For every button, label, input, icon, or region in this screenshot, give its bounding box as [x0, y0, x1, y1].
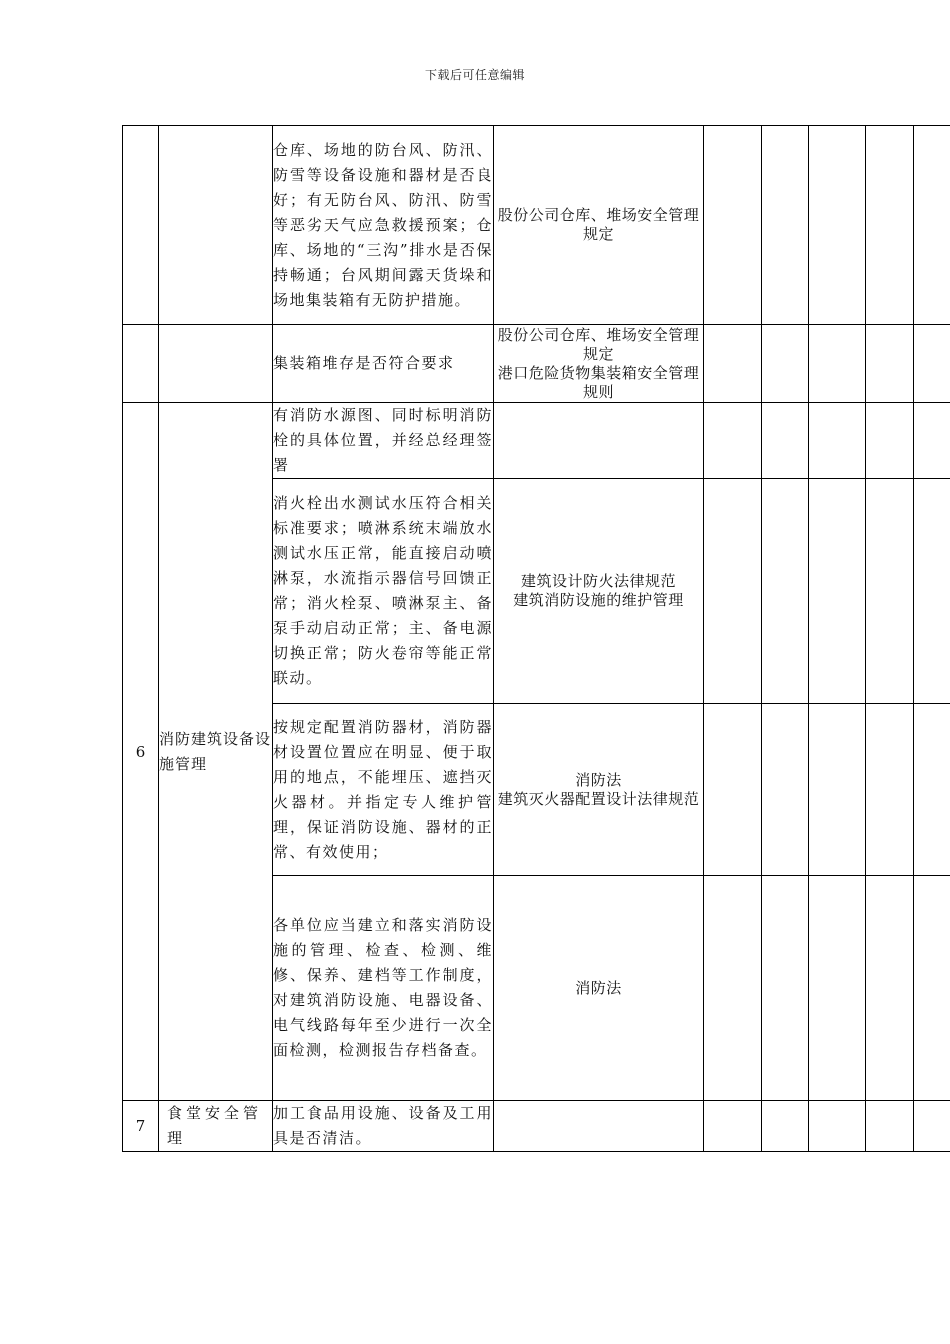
check-cell	[704, 876, 762, 1101]
content-cell: 按规定配置消防器材，消防器材设置位置应在明显、便于取用的地点，不能埋压、遮挡灭火器材。并指定专人维护管理，保证消防设施、器材的正常、有效使用；	[273, 704, 494, 876]
check-cell	[914, 704, 950, 876]
row-number-cell: 6	[123, 403, 159, 1101]
check-cell	[866, 704, 914, 876]
row-number-cell: 7	[123, 1101, 159, 1152]
check-cell	[914, 403, 950, 479]
basis-cell	[494, 325, 704, 403]
check-cell	[704, 704, 762, 876]
basis-line: 股份公司仓库、堆场安全管理规定	[497, 206, 700, 243]
check-cell	[809, 403, 866, 479]
content-cell: 消火栓出水测试水压符合相关标准要求；喷淋系统末端放水测试水压正常，能直接启动喷淋泵，水流指示器信号回馈正常；消火栓泵、喷淋泵主、备泵手动启动正常；主、备电源切换正常；防火卷帘等能正常联动。	[273, 479, 494, 704]
check-cell	[866, 325, 914, 403]
check-cell	[914, 1101, 950, 1152]
basis-cell	[494, 704, 704, 876]
item-cell	[159, 126, 273, 325]
check-cell	[762, 1101, 809, 1152]
basis-line: 消防法	[575, 978, 622, 997]
check-cell	[762, 876, 809, 1101]
item-cell: 食堂安全管理	[159, 1101, 273, 1152]
check-cell	[704, 1101, 762, 1152]
content-cell: 加工食品用设施、设备及工用具是否清洁。	[273, 1101, 494, 1152]
inspection-table	[122, 125, 950, 1152]
basis-line: 股份公司仓库、堆场安全管理规定	[497, 325, 700, 363]
check-cell	[704, 126, 762, 325]
check-cell	[809, 479, 866, 704]
page-header: 下载后可任意编辑	[424, 68, 525, 82]
check-cell	[704, 325, 762, 403]
check-cell	[762, 126, 809, 325]
check-cell	[866, 876, 914, 1101]
item-cell: 消防建筑设备设施管理	[159, 403, 273, 1101]
check-cell	[809, 126, 866, 325]
table-row	[123, 126, 950, 325]
check-cell	[704, 479, 762, 704]
check-cell	[809, 704, 866, 876]
check-cell	[704, 403, 762, 479]
check-cell	[809, 1101, 866, 1152]
row-number-cell	[123, 126, 159, 325]
check-cell	[762, 704, 809, 876]
check-cell	[866, 479, 914, 704]
check-cell	[866, 1101, 914, 1152]
check-cell	[762, 479, 809, 704]
basis-line: 建筑设计防火法律规范	[520, 572, 676, 590]
check-cell	[866, 126, 914, 325]
check-cell	[914, 325, 950, 403]
row-number-cell	[123, 325, 159, 403]
basis-cell	[494, 126, 704, 325]
check-cell	[762, 403, 809, 479]
content-cell: 集装箱堆存是否符合要求	[273, 325, 494, 403]
basis-cell	[494, 876, 704, 1101]
check-cell	[866, 403, 914, 479]
basis-cell	[494, 1101, 704, 1152]
check-cell	[762, 325, 809, 403]
item-cell	[159, 325, 273, 403]
table-row	[123, 1101, 950, 1152]
basis-line: 建筑灭火器配置设计法律规范	[497, 789, 700, 808]
content-cell: 各单位应当建立和落实消防设施的管理、检查、检测、维修、保养、建档等工作制度，对建筑消防设施、电器设备、电气线路每年至少进行一次全面检测，检测报告存档备查。	[273, 876, 494, 1101]
basis-line: 消防法	[575, 770, 622, 789]
basis-line: 建筑消防设施的维护管理	[513, 591, 684, 609]
basis-cell	[494, 479, 704, 704]
check-cell	[809, 325, 866, 403]
check-cell	[809, 876, 866, 1101]
table-row	[123, 325, 950, 403]
check-cell	[914, 876, 950, 1101]
basis-line: 港口危险货物集装箱安全管理规则	[497, 363, 700, 401]
table-row	[123, 403, 950, 479]
basis-cell	[494, 403, 704, 479]
check-cell	[914, 479, 950, 704]
check-cell	[914, 126, 950, 325]
content-cell: 有消防水源图、同时标明消防栓的具体位置，并经总经理签署	[273, 403, 494, 479]
content-cell: 仓库、场地的防台风、防汛、防雪等设备设施和器材是否良好；有无防台风、防汛、防雪等恶劣天气应急救援预案；仓库、场地的“三沟”排水是否保持畅通；台风期间露天货垛和场地集装箱有无防护措施。	[273, 126, 494, 325]
